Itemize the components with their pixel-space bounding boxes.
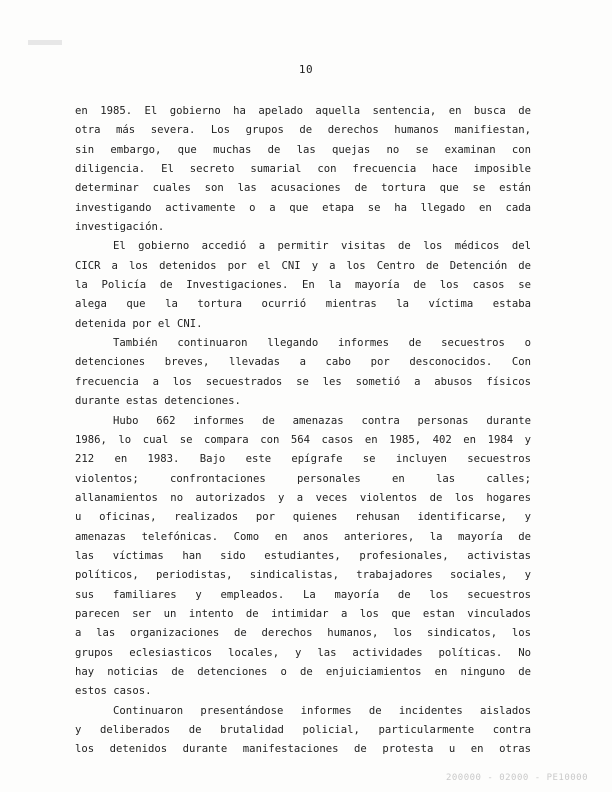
text-line: detenciones breves, llevadas a cabo por desconocidos. Con <box>75 356 531 369</box>
text-line: grupos eclesiasticos locales, y las actividades políticas. No <box>75 646 531 659</box>
body-text <box>75 102 531 760</box>
page-number: 10 <box>298 63 314 76</box>
text-line: violentos; confrontaciones personales en las calles; <box>75 472 531 485</box>
text-line: 212 en 1983. Bajo este epígrafe se incluyen secuestros <box>75 453 531 466</box>
text-line: a las organizaciones de derechos humanos, los sindicatos, los <box>75 627 531 640</box>
text-line: detenida por el CNI. <box>75 317 203 330</box>
text-line: alega que la tortura ocurrió mientras la víctima estaba <box>75 298 531 311</box>
text-line: diligencia. El secreto sumarial con frecuencia hace imposible <box>75 163 531 176</box>
text-line: hay noticias de detenciones o de enjuiciamientos en ninguno de <box>75 665 531 678</box>
text-line: sus familiares y empleados. La mayoría de los secuestros <box>75 588 531 601</box>
text-line: la Policía de Investigaciones. En la mayoría de los casos se <box>75 279 531 292</box>
text-line: u oficinas, realizados por quienes rehusan identificarse, y <box>75 511 531 524</box>
footer-stamp: 200000 - 02000 - PE10000 <box>445 773 588 783</box>
text-line: El gobierno accedió a permitir visitas de los médicos del <box>113 240 531 253</box>
text-line: investigación. <box>75 221 165 234</box>
text-line: parecen ser un intento de intimidar a los que estan vinculados <box>75 607 531 620</box>
text-line: investigando activamente o a que etapa se ha llegado en cada <box>75 201 531 214</box>
text-line: durante estas detenciones. <box>75 395 241 408</box>
paragraph-3 <box>75 334 531 411</box>
paragraph-4 <box>75 412 531 702</box>
text-line: Continuaron presentándose informes de incidentes aislados <box>113 704 531 717</box>
text-line: y deliberados de brutalidad policial, particularmente contra <box>75 724 531 736</box>
text-line: allanamientos no autorizados y a veces violentos de los hogares <box>75 491 531 504</box>
text-line: los detenidos durante manifestaciones de protesta u en otras <box>75 743 531 756</box>
text-line: en 1985. El gobierno ha apelado aquella sentencia, en busca de <box>75 105 531 117</box>
text-line: sin embargo, que muchas de las quejas no se examinan con <box>75 143 531 156</box>
text-line: determinar cuales son las acusaciones de tortura que se están <box>75 182 531 195</box>
text-line: frecuencia a los secuestrados se les sometió a abusos físicos <box>75 375 531 388</box>
text-line: 1986, lo cual se compara con 564 casos en 1985, 402 en 1984 y <box>75 433 531 446</box>
paragraph-5 <box>75 702 531 760</box>
text-line: políticos, periodistas, sindicalistas, trabajadores sociales, y <box>75 569 531 582</box>
text-line: otra más severa. Los grupos de derechos humanos manifiestan, <box>75 124 531 137</box>
scan-artifact <box>28 40 62 45</box>
text-line: las víctimas han sido estudiantes, profesionales, activistas <box>75 549 531 562</box>
text-line: CICR a los detenidos por el CNI y a los Centro de Detención de <box>75 259 531 272</box>
text-line: amenazas telefónicas. Como en anos anteriores, la mayoría de <box>75 530 531 543</box>
text-line: También continuaron llegando informes de secuestros o <box>113 337 531 350</box>
text-line: estos casos. <box>75 685 152 698</box>
paragraph-1 <box>75 102 531 237</box>
text-line: Hubo 662 informes de amenazas contra personas durante <box>113 414 531 427</box>
paragraph-2 <box>75 237 531 334</box>
